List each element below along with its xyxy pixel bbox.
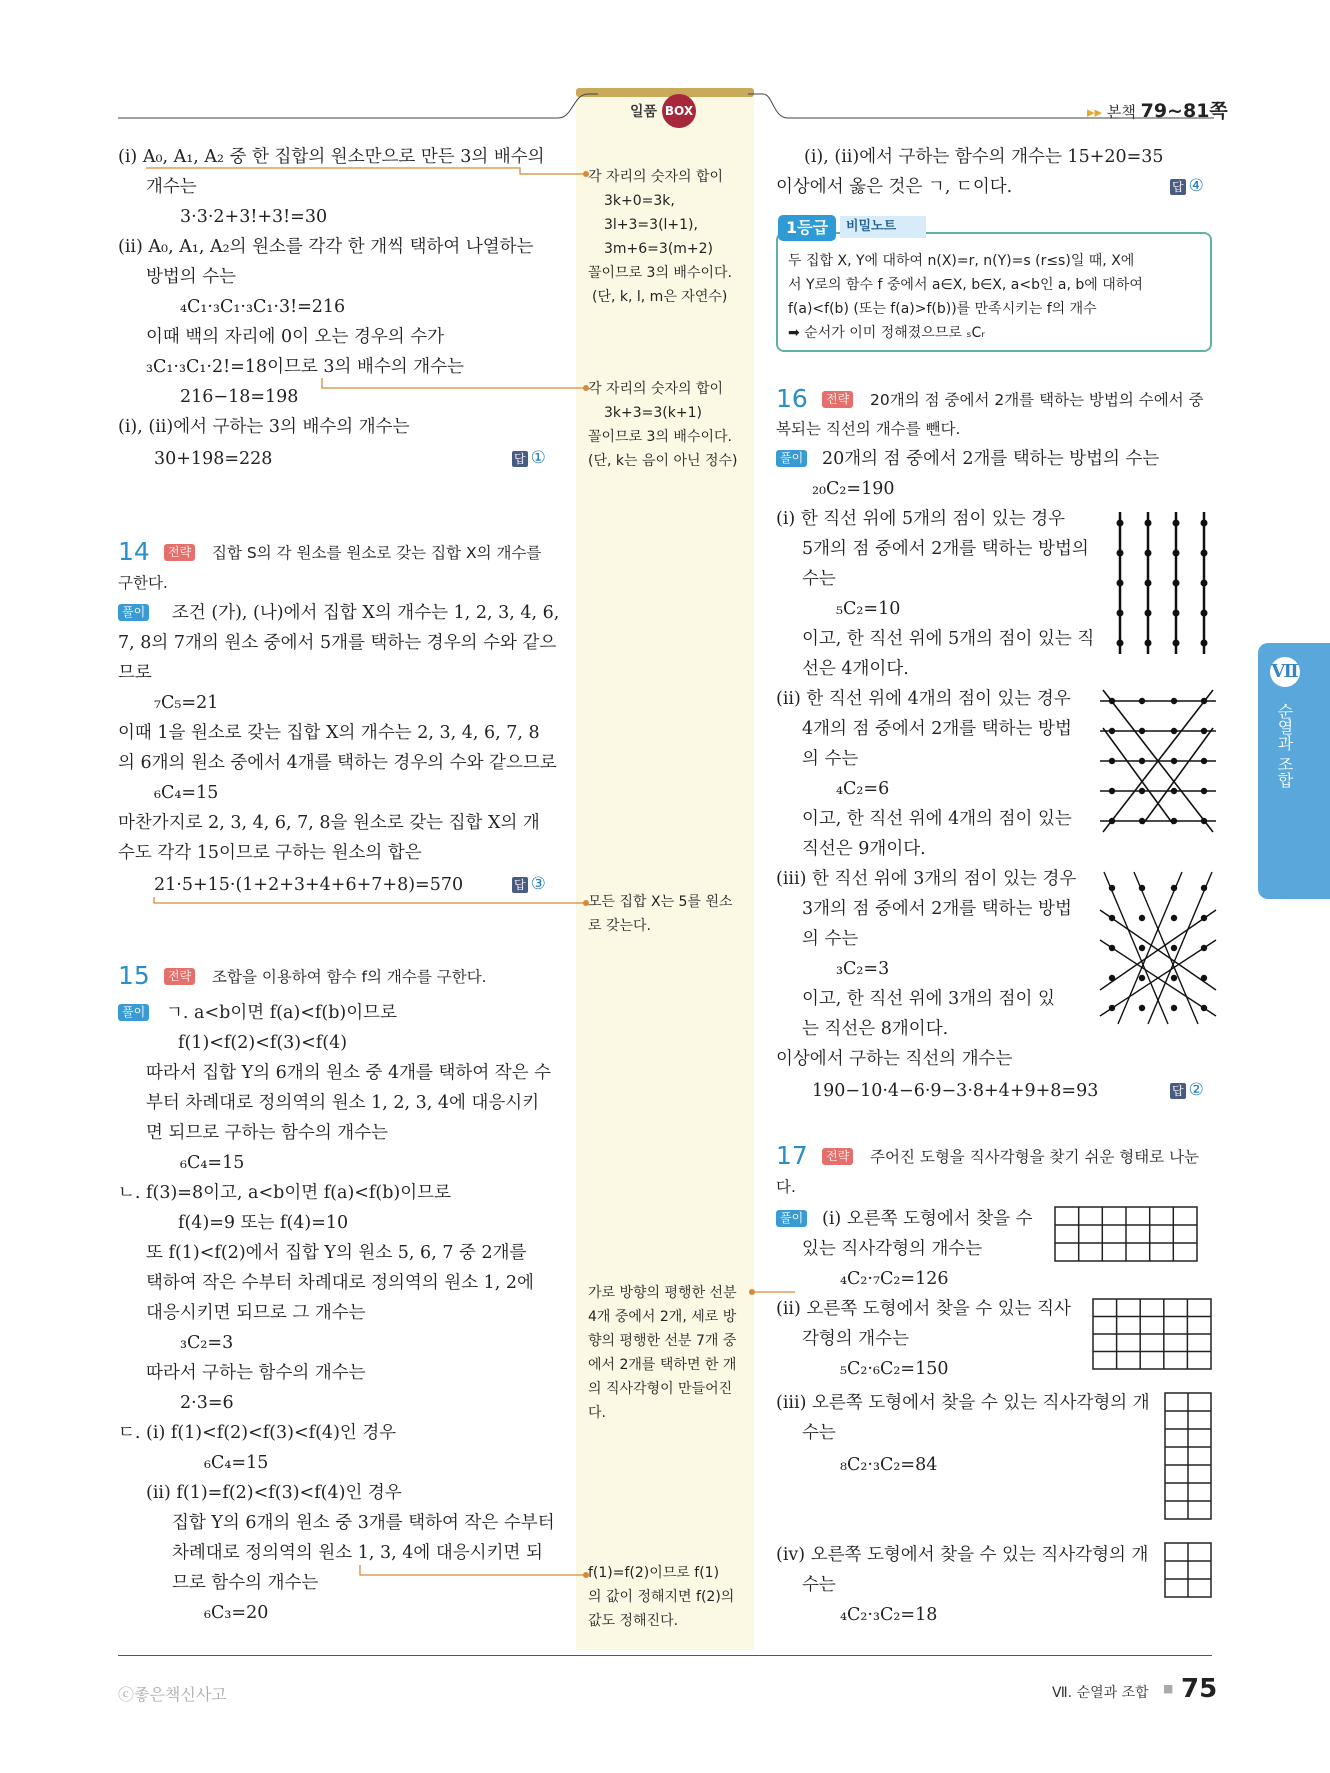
answer-16-value: ②: [1188, 1080, 1204, 1100]
text-line: 20개의 점 중에서 2개를 택하는 방법의 수는: [822, 449, 1160, 469]
text-line: 이상에서 구하는 직선의 개수는: [776, 1049, 1013, 1069]
strategy-tag: 전략: [164, 968, 195, 985]
note-line: 꼴이므로 3의 배수이다.: [588, 429, 732, 445]
q14-strategy-2: 구한다.: [118, 574, 168, 592]
answer-icon: 답: [1172, 1084, 1184, 1098]
footer-copyright: ⓒ좋은책신사고: [118, 1685, 227, 1704]
text-line: ₄C₂=6: [836, 779, 890, 799]
text-line: 수는: [802, 569, 836, 589]
question-number-16: 16: [776, 384, 808, 413]
text-line: 3·3·2+3!+3!=30: [180, 207, 328, 227]
text-line: (ii) A₀, A₁, A₂의 원소를 각각 한 개씩 택하여 나열하는: [118, 237, 534, 257]
note-line: ➡ 순서가 이미 정해졌으므로 ₛCᵣ: [788, 325, 985, 341]
chapter-roman: Ⅶ: [1270, 657, 1300, 687]
text-line: 수도 각각 15이므로 구하는 원소의 합은: [118, 843, 422, 863]
grid-figure-3x2: [1164, 1542, 1212, 1598]
note-line: 각 자리의 숫자의 합이: [588, 381, 724, 397]
grid-figure-4x5: [1092, 1298, 1212, 1370]
text-line: 수는: [802, 1575, 836, 1595]
text-line: 30+198=228: [154, 449, 273, 469]
q16-strategy-2: 복되는 직선의 개수를 뺀다.: [776, 420, 961, 438]
text-line: (ii) f(1)=f(2)<f(3)<f(4)인 경우: [146, 1483, 402, 1503]
answer-15: [1170, 176, 1204, 196]
text-line: 의 수는: [802, 749, 859, 769]
text-line: 선은 4개이다.: [802, 659, 909, 679]
text-line: 므로: [118, 663, 152, 683]
note-line: 향의 평행한 선분 7개 중: [588, 1333, 737, 1349]
solution-tag: 풀이: [776, 450, 807, 467]
header-box-badge: BOX: [662, 94, 696, 128]
note-line: 3m+6=3(m+2): [604, 241, 714, 257]
text-line: 있는 직사각형의 개수는: [802, 1239, 983, 1259]
text-line: 부터 차례대로 정의역의 원소 1, 2, 3, 4에 대응시키: [146, 1093, 540, 1113]
text-line: 21·5+15·(1+2+3+4+6+7+8)=570: [154, 875, 464, 895]
question-number-17: 17: [776, 1141, 808, 1170]
secret-note-badge: 1등급: [778, 215, 836, 241]
text-line: (iii) 한 직선 위에 3개의 점이 있는 경우: [776, 869, 1077, 889]
text-line: 따라서 구하는 함수의 개수는: [146, 1363, 366, 1383]
q14-strategy: 집합 S의 각 원소를 원소로 갖는 집합 X의 개수를: [212, 544, 542, 562]
text-line: (iv) 오른쪽 도형에서 찾을 수 있는 직사각형의 개: [776, 1545, 1149, 1565]
chapter-tab-label: 순열과 조합: [1275, 703, 1294, 789]
text-line: (i), (ii)에서 구하는 3의 배수의 개수는: [118, 417, 410, 437]
text-line: 마찬가지로 2, 3, 4, 6, 7, 8을 원소로 갖는 집합 X의 개: [118, 813, 540, 833]
text-line: 4개의 점 중에서 2개를 택하는 방법: [802, 719, 1072, 739]
answer-15-value: ④: [1188, 176, 1204, 196]
text-line: 각형의 개수는: [802, 1329, 909, 1349]
note-line: f(1)=f(2)이므로 f(1): [588, 1565, 720, 1581]
note-line: 에서 2개를 택하면 한 개: [588, 1357, 737, 1373]
text-line: 차례대로 정의역의 원소 1, 3, 4에 대응시키면 되: [172, 1543, 543, 1563]
text-line: (iii) 오른쪽 도형에서 찾을 수 있는 직사각형의 개: [776, 1393, 1150, 1413]
text-line: ₄C₂·₇C₂=126: [840, 1269, 949, 1289]
text-line: ₈C₂·₃C₂=84: [840, 1455, 938, 1475]
text-line: 이상에서 옳은 것은 ㄱ, ㄷ이다.: [776, 177, 1013, 197]
text-line: 5개의 점 중에서 2개를 택하는 방법의: [802, 539, 1089, 559]
text-line: 216−18=198: [180, 387, 299, 407]
note-line: 3k+3=3(k+1): [604, 405, 702, 421]
text-line: 조건 (가), (나)에서 집합 X의 개수는 1, 2, 3, 4, 6,: [172, 603, 560, 623]
answer-icon: 답: [514, 452, 526, 466]
note-line: 모든 집합 X는 5를 원소: [588, 894, 733, 910]
text-line: ₅C₂·₆C₂=150: [840, 1359, 949, 1379]
secret-note-title: 비밀노트: [840, 216, 926, 238]
text-line: ₄C₂·₃C₂=18: [840, 1605, 938, 1625]
text-line: 3개의 점 중에서 2개를 택하는 방법: [802, 899, 1072, 919]
footer-rule: [118, 1655, 1212, 1656]
chapter-side-tab[interactable]: [1258, 643, 1330, 899]
text-line: 방법의 수는: [146, 267, 237, 287]
note-line: 의 직사각형이 만들어진: [588, 1381, 733, 1397]
text-line: 이고, 한 직선 위에 5개의 점이 있는 직: [802, 629, 1095, 649]
note-line: 서 Y로의 함수 f 중에서 a∈X, b∈X, a<b인 a, b에 대하여: [788, 277, 1143, 293]
note-line: 4개 중에서 2개, 세로 방: [588, 1309, 737, 1325]
note-line: 다.: [588, 1405, 606, 1421]
text-line: 집합 Y의 6개의 원소 중 3개를 택하여 작은 수부터: [172, 1513, 555, 1533]
text-line: ₆C₃=20: [204, 1603, 269, 1623]
text-line: 또 f(1)<f(2)에서 집합 Y의 원소 5, 6, 7 중 2개를: [146, 1243, 527, 1263]
text-line: 이때 백의 자리에 0이 오는 경우의 수가: [146, 327, 445, 347]
text-line: (i) 한 직선 위에 5개의 점이 있는 경우: [776, 509, 1066, 529]
note-line: 각 자리의 숫자의 합이: [588, 169, 724, 185]
text-line: (i) 오른쪽 도형에서 찾을 수: [822, 1209, 1033, 1229]
text-line: 면 되므로 구하는 함수의 개수는: [146, 1123, 389, 1143]
text-line: 택하여 작은 수부터 차례대로 정의역의 원소 1, 2에: [146, 1273, 534, 1293]
text-line: (ii) 오른쪽 도형에서 찾을 수 있는 직사: [776, 1299, 1071, 1319]
text-line: ㄴ. f(3)=8이고, a<b이면 f(a)<f(b)이므로: [118, 1183, 451, 1203]
answer-14-value: ③: [530, 874, 546, 894]
q17-strategy: 주어진 도형을 직사각형을 찾기 쉬운 형태로 나눈: [870, 1148, 1200, 1166]
text-line: ₆C₄=15: [154, 783, 219, 803]
strategy-tag: 전략: [164, 544, 195, 561]
text-line: 이때 1을 원소로 갖는 집합 X의 개수는 2, 3, 4, 6, 7, 8: [118, 723, 540, 743]
solution-tag: 풀이: [118, 1004, 149, 1021]
text-line: ₃C₂=3: [180, 1333, 234, 1353]
note-line: 꼴이므로 3의 배수이다.: [588, 265, 732, 281]
q16-strategy: 20개의 점 중에서 2개를 택하는 방법의 수에서 중: [870, 391, 1204, 409]
q17-strategy-2: 다.: [776, 1178, 796, 1196]
grid-figure-7x2: [1164, 1392, 1212, 1520]
text-line: (i) A₀, A₁, A₂ 중 한 집합의 원소만으로 만든 3의 배수의: [118, 147, 545, 167]
text-line: f(4)=9 또는 f(4)=10: [178, 1213, 349, 1233]
note-line: 로 갖는다.: [588, 918, 651, 934]
question-number-14: 14: [118, 537, 150, 566]
note-line: 두 집합 X, Y에 대하여 n(X)=r, n(Y)=s (r≤s)일 때, X에: [788, 253, 1135, 269]
text-line: 는 직선은 8개이다.: [802, 1019, 949, 1039]
text-line: 직선은 9개이다.: [802, 839, 926, 859]
note-line: 3l+3=3(l+1),: [604, 217, 698, 233]
text-line: 의 6개의 원소 중에서 4개를 택하는 경우의 수와 같으므로: [118, 753, 557, 773]
text-line: (i), (ii)에서 구하는 함수의 개수는 15+20=35: [804, 147, 1164, 167]
text-line: ㄷ. (i) f(1)<f(2)<f(3)<f(4)인 경우: [118, 1423, 397, 1443]
note-line: (단, k, l, m은 자연수): [592, 289, 728, 305]
text-line: (ii) 한 직선 위에 4개의 점이 있는 경우: [776, 689, 1071, 709]
header-ref-prefix: 본책: [1106, 103, 1136, 121]
solution-tag: 풀이: [118, 604, 149, 621]
text-line: 수는: [802, 1423, 836, 1443]
text-line: 이고, 한 직선 위에 3개의 점이 있: [802, 989, 1055, 1009]
text-line: 190−10·4−6·9−3·8+4+9+8=93: [812, 1081, 1099, 1101]
text-line: 2·3=6: [180, 1393, 234, 1413]
text-line: ₆C₄=15: [180, 1153, 245, 1173]
text-line: 대응시키면 되므로 그 개수는: [146, 1303, 366, 1323]
header-center-label: 일품: [630, 104, 658, 120]
figure-four-point-lines: [1098, 688, 1218, 834]
question-number-15: 15: [118, 961, 150, 990]
page-number: 75: [1181, 1674, 1218, 1704]
text-line: 므로 함수의 개수는: [172, 1573, 319, 1593]
answer-13-value: ①: [530, 448, 546, 468]
text-line: ₆C₄=15: [204, 1453, 269, 1473]
text-line: ₇C₅=21: [154, 693, 219, 713]
strategy-tag: 전략: [822, 1148, 853, 1165]
note-line: 3k+0=3k,: [604, 193, 675, 209]
answer-icon: 답: [1172, 180, 1184, 194]
answer-icon: 답: [514, 878, 526, 892]
text-line: 따라서 집합 Y의 6개의 원소 중 4개를 택하여 작은 수: [146, 1063, 552, 1083]
text-line: ₂₀C₂=190: [812, 479, 895, 499]
text-line: ₅C₂=10: [836, 599, 901, 619]
figure-three-point-lines: [1098, 870, 1218, 1026]
note-line: 가로 방향의 평행한 선분: [588, 1285, 737, 1301]
text-line: 이고, 한 직선 위에 4개의 점이 있는: [802, 809, 1072, 829]
grid-figure-3x6: [1054, 1206, 1198, 1262]
note-line: f(a)<f(b) (또는 f(a)>f(b))를 만족시키는 f의 개수: [788, 301, 1097, 317]
footer-chapter: Ⅶ. 순열과 조합: [1052, 1685, 1149, 1701]
text-line: ㄱ. a<b이면 f(a)<f(b)이므로: [166, 1003, 397, 1023]
double-arrow-icon: ▸▸: [1087, 103, 1103, 121]
q15-strategy: 조합을 이용하여 함수 f의 개수를 구한다.: [212, 968, 487, 986]
strategy-tag: 전략: [822, 391, 853, 408]
text-line: ₄C₁·₃C₁·₃C₁·3!=216: [180, 297, 346, 317]
text-line: 7, 8의 7개의 원소 중에서 5개를 택하는 경우의 수와 같으: [118, 633, 557, 653]
text-line: f(1)<f(2)<f(3)<f(4): [178, 1033, 348, 1053]
text-line: ₃C₁·₃C₁·2!=18이므로 3의 배수의 개수는: [146, 357, 464, 377]
figure-vertical-lines: [1110, 508, 1215, 658]
note-line: 값도 정해진다.: [588, 1613, 679, 1629]
answer-16: [1170, 1080, 1204, 1100]
footer-square-icon: ■: [1163, 1682, 1174, 1695]
text-line: 의 수는: [802, 929, 859, 949]
text-line: ₃C₂=3: [836, 959, 890, 979]
text-line: 개수는: [146, 177, 197, 197]
note-line: (단, k는 음이 아닌 정수): [588, 453, 738, 469]
header-ref-pages: 79~81쪽: [1140, 100, 1228, 122]
solution-tag: 풀이: [776, 1210, 807, 1227]
note-line: 의 값이 정해지면 f(2)의: [588, 1589, 735, 1605]
